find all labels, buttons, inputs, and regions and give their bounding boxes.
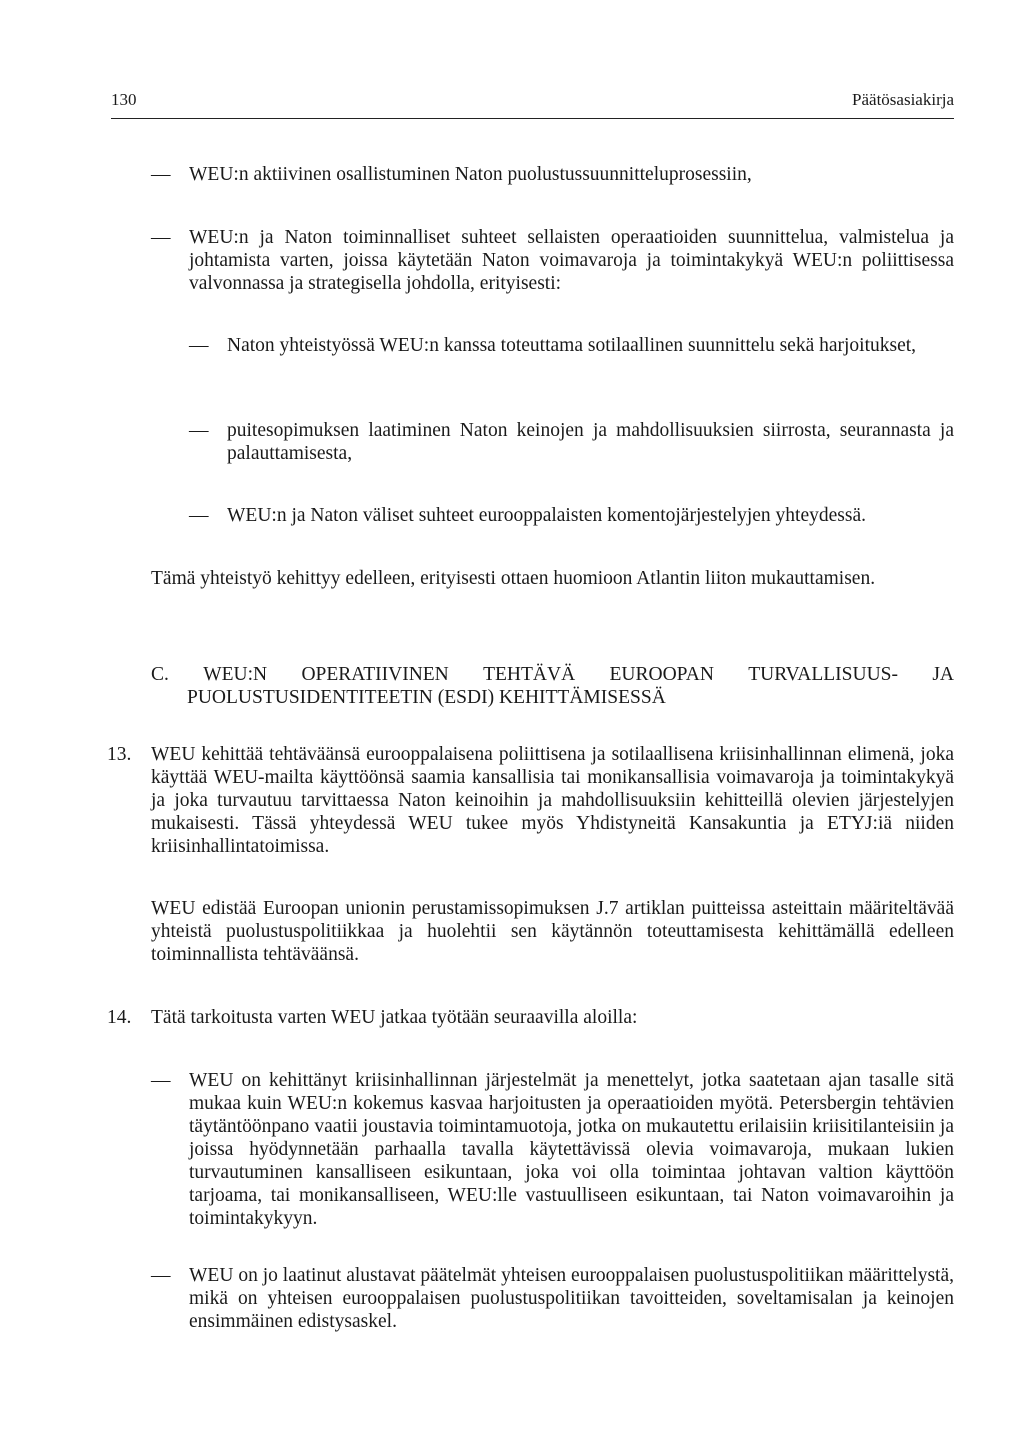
list-item-text: puitesopimuksen laatiminen Naton keinojen ja mahdollisuuksien siirrosta, seurannasta ja palauttamisesta, <box>227 420 954 464</box>
heading-word: OPERATIIVINEN <box>301 664 449 685</box>
list-item-active-participation <box>151 163 954 186</box>
paragraph-text: WEU kehittää tehtäväänsä eurooppalaisena poliittisena ja sotilaallisena kriisinhallinnan elimenä, joka käyttää WEU-mailta käyttöönsä saamia kansallisia tai monikansallisia voimavaroja ja toimintakykyä ja joka turvautuu tarvittaessa Naton keinoihin ja mahdollisuuksiin kehitteillä olevien järjestelyjen mukaisesti. Tässä yhteydessä WEU tukee myös Yhdistyneitä Kansakuntia ja ETYJ:iä niiden kriisinhallintatoimissa. <box>151 744 954 857</box>
dash-marker: — <box>189 505 209 526</box>
sub-item-command-arrangements <box>189 504 954 527</box>
dash-marker: — <box>189 420 209 441</box>
heading-word: C. <box>151 664 169 685</box>
running-title: Päätösasiakirja <box>852 90 954 109</box>
dash-marker: — <box>151 1070 171 1091</box>
list-item-text: WEU:n aktiivinen osallistuminen Naton puolustussuunnitteluprosessiin, <box>189 164 752 185</box>
dash-marker: — <box>151 164 171 185</box>
sub-item-military-planning <box>189 334 954 357</box>
list-item-crisis-management <box>151 1069 954 1230</box>
list-item-text: Naton yhteistyössä WEU:n kanssa toteuttama sotilaallinen suunnittelu sekä harjoitukset, <box>227 335 917 356</box>
dash-marker: — <box>151 1265 171 1286</box>
section-heading-line-2: PUOLUSTUSIDENTITEETIN (ESDI) KEHITTÄMISESSÄ <box>187 687 666 708</box>
heading-word: WEU:N <box>203 664 268 685</box>
paragraph-13-continued: WEU edistää Euroopan unionin perustamissopimuksen J.7 artiklan puitteissa asteittain määriteltävää yhteistä puolustuspolitiikkaa ja huolehtii sen käytännön toteuttamisesta kehittämällä edelleen toiminnallista tehtäväänsä. <box>151 898 954 965</box>
list-item-defence-policy <box>151 1264 954 1333</box>
heading-word: JA <box>932 664 954 685</box>
heading-word: TEHTÄVÄ <box>483 664 576 685</box>
section-heading-line-1 <box>151 663 954 686</box>
paragraph-text: Tätä tarkoitusta varten WEU jatkaa työtään seuraavilla aloilla: <box>151 1007 638 1028</box>
paragraph-number: 14. <box>107 1007 132 1028</box>
list-item-text: WEU on jo laatinut alustavat päätelmät yhteisen eurooppalaisen puolustuspolitiikan määrittelystä, mikä on yhteisen eurooppalaisen puolustuspolitiikan tavoitteiden, soveltamisalan ja keinojen ensimmäinen edistysaskel. <box>189 1265 954 1332</box>
page-number: 130 <box>111 90 137 109</box>
heading-word: EUROOPAN <box>609 664 714 685</box>
paragraph-number: 13. <box>107 744 132 765</box>
list-item-operational-relations <box>151 226 954 295</box>
sub-item-framework-agreement <box>189 419 954 465</box>
list-item-text: WEU:n ja Naton väliset suhteet eurooppalaisten komentojärjestelyjen yhteydessä. <box>227 505 866 526</box>
heading-word: TURVALLISUUS- <box>748 664 898 685</box>
paragraph-13 <box>107 743 954 858</box>
list-item-text: WEU on kehittänyt kriisinhallinnan järjestelmät ja menettelyt, jotka saatetaan ajan tasalle sitä mukaa kuin WEU:n kokemus kasvaa harjoitusten ja operaatioiden myötä. Petersbergin tehtävien täytäntöönpano vaatii joustavia toimintamuotoja, jotka on mukautettu erilaisiin kriisitilanteisiin ja joissa hyödynnetään parhaalla tavalla käytettävissä olevia voimavaroja, mukaan lukien turvautuminen kansalliseen esikuntaan, joka voi olla toimintaa johtavan valtion käyttöön tarjoama, tai monikansalliseen, WEU:lle vastuulliseen esikuntaan, tai Naton voimavaroihin ja toimintakykyyn. <box>189 1070 954 1229</box>
section-heading <box>151 663 954 709</box>
paragraph-14 <box>107 1006 954 1029</box>
dash-marker: — <box>189 335 209 356</box>
page-header <box>111 88 954 119</box>
list-item-text: WEU:n ja Naton toiminnalliset suhteet sellaisten operaatioiden suunnittelua, valmistelua ja johtamista varten, joissa käytetään Naton voimavaroja ja toimintakykyä WEU:n poliittisessa valvonnassa ja strategisella johdolla, erityisesti: <box>189 227 954 294</box>
paragraph-cooperation: Tämä yhteistyö kehittyy edelleen, erityisesti ottaen huomioon Atlantin liiton mukauttamisen. <box>151 568 876 589</box>
dash-marker: — <box>151 227 171 248</box>
